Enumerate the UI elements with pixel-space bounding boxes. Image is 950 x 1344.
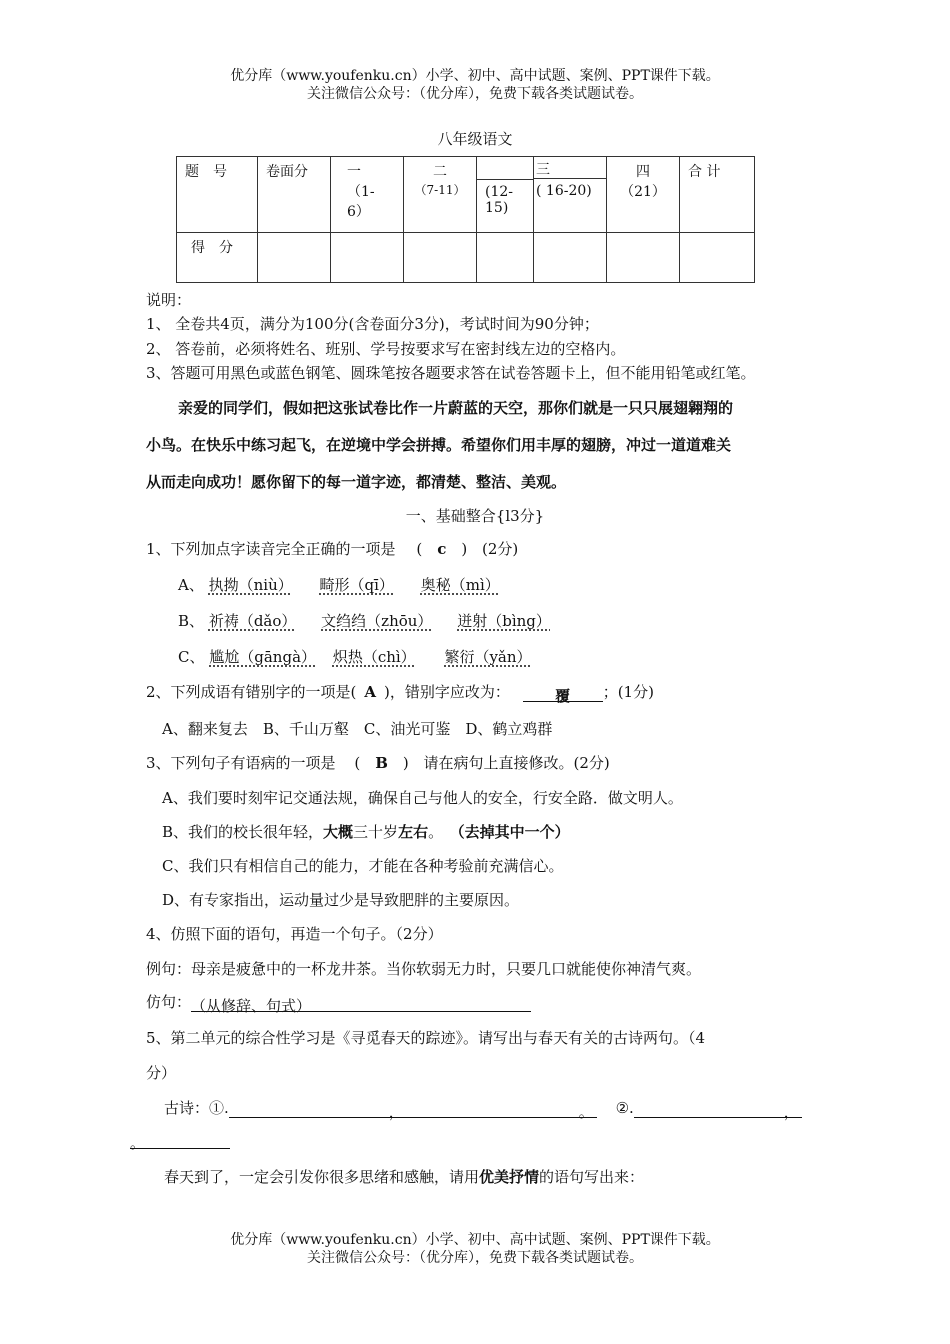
q1-option-b: B、 祈祷（dǎo） 文绉绉（zhōu） 迸射（bìng）: [178, 612, 551, 630]
score-cell[interactable]: [404, 233, 477, 283]
q5-poem-line: 古诗：①. ， 。 ②. ，: [164, 1097, 802, 1118]
page-title: 八年级语文: [437, 130, 513, 148]
score-cell[interactable]: [331, 233, 404, 283]
q1-a-word-1: 执拗（niù）: [208, 576, 293, 594]
question-1: 1、下列加点字读音完全正确的一项是 ( c ) (2分): [146, 540, 519, 558]
header-line-2: 关注微信公众号：（优分库），免费下载各类试题试卷。: [307, 86, 643, 102]
score-cell[interactable]: [477, 233, 534, 283]
q1-c-word-2: 炽热（chì）: [332, 648, 416, 666]
score-cell[interactable]: [534, 233, 607, 283]
note-item: 1、 全卷共4页，满分为100分(含卷面分3分)，考试时间为90分钟；: [146, 315, 599, 333]
intro-line-1: 亲爱的同学们，假如把这张试卷比作一片蔚蓝的天空，那你们就是一只只展翅翱翔的: [178, 399, 734, 417]
score-table-header-1: [331, 157, 404, 233]
q3-correction-note: （去掉其中一个）: [457, 823, 570, 841]
note-item: 2、 答卷前，必须将姓名、班别、学号按要求写在密封线左边的空格内。: [146, 340, 626, 358]
score-table-header-3b: [534, 157, 607, 233]
footer-line-1: 优分库（www.youfenku.cn）小学、初中、高中试题、案例、PPT课件下载。: [230, 1232, 720, 1248]
q3-answer: B: [375, 754, 388, 772]
score-table-header-tihao: 题 号: [177, 157, 258, 233]
col-4-label: 四: [636, 164, 650, 180]
col-3a-range: (12-15): [485, 184, 514, 216]
q2-answer: A: [364, 683, 377, 701]
q4-imitate: 仿句：（从修辞、句式）: [146, 991, 531, 1012]
q1-b-word-2: 文绉绉（zhōu）: [321, 612, 433, 630]
score-cell[interactable]: [258, 233, 331, 283]
col-1-label: 一: [347, 164, 361, 180]
notes-heading: 说明：: [146, 291, 192, 309]
score-table-row-label: 得 分: [177, 233, 258, 283]
question-2: 2、下列成语有错别字的一项是( A )，错别字应改为： 覆 ；(1分): [146, 683, 654, 705]
header-line-1: 优分库（www.youfenku.cn）小学、初中、高中试题、案例、PPT课件下载。: [230, 68, 720, 84]
q3-option-b: B、我们的校长很年轻，大概三十岁左右。 （去掉其中一个）: [162, 823, 570, 841]
section-heading: 一、基础整合{l3分}: [405, 507, 545, 525]
q5-answer-2b-line[interactable]: 。: [130, 1131, 230, 1149]
question-5: 5、第二单元的综合性学习是《寻觅春天的踪迹》。请写出与春天有关的古诗两句。（4: [146, 1029, 706, 1047]
score-table-header-3a: [477, 157, 534, 233]
q1-a-word-3: 奥秘（mì）: [420, 576, 500, 594]
score-table-header-2: [404, 157, 477, 233]
q3-option-a: A、我们要时刻牢记交通法规，确保自己与他人的安全，行安全路．做文明人。: [162, 789, 683, 807]
q2-fill[interactable]: 覆: [523, 685, 603, 702]
col-3b-range: ( 16-20): [536, 183, 592, 199]
q5-answer-1b[interactable]: [409, 1101, 579, 1118]
footer-line-2: 关注微信公众号：（优分库），免费下载各类试题试卷。: [307, 1250, 643, 1266]
q1-c-word-1: 尴尬（gāngà）: [209, 648, 317, 666]
q1-stem: 1、下列加点字读音完全正确的一项是: [146, 540, 396, 558]
note-item: 3、答题可用黑色或蓝色钢笔、圆珠笔按各题要求答在试卷答题卡上，但不能用铅笔或红笔。: [146, 364, 756, 382]
question-3: 3、下列句子有语病的一项是 ( B ) 请在病句上直接修改。(2分): [146, 754, 610, 772]
q1-c-word-3: 繁衍（yǎn）: [444, 648, 532, 666]
col-2-label: 二: [433, 164, 447, 180]
q3-option-d: D、有专家指出，运动量过少是导致肥胖的主要原因。: [162, 891, 520, 909]
q1-a-word-2: 畸形（qī）: [319, 576, 394, 594]
intro-line-3: 从而走向成功！愿你留下的每一道字迹，都清楚、整洁、美观。: [146, 473, 567, 491]
q2-options: A、翻来复去 B、千山万壑 C、油光可鉴 D、鹤立鸡群: [162, 720, 553, 738]
question-5-cont: 分）: [146, 1064, 177, 1082]
col-4-range: （21）: [620, 184, 666, 200]
q5-answer-2a[interactable]: [634, 1101, 784, 1118]
q5-answer-1a[interactable]: [229, 1101, 389, 1118]
question-4: 4、仿照下面的语句，再造一个句子。（2分）: [146, 925, 443, 943]
col-3-label: 三: [534, 157, 606, 179]
q1-option-a: A、 执拗（niù） 畸形（qī） 奥秘（mì）: [178, 576, 500, 594]
score-table-header-4: [607, 157, 680, 233]
q4-example: 例句：母亲是疲惫中的一杯龙井茶。当你软弱无力时，只要几口就能使你神清气爽。: [146, 960, 702, 978]
q1-score: (2分): [481, 540, 519, 558]
q1-answer: c: [437, 540, 447, 558]
q1-b-word-3: 迸射（bìng）: [457, 612, 551, 630]
score-table-header-juanmian: 卷面分: [258, 157, 331, 233]
q3-option-c: C、我们只有相信自己的能力，才能在各种考验前充满信心。: [162, 857, 564, 875]
score-cell[interactable]: [680, 233, 755, 283]
col-1-range: （1-6）: [347, 184, 375, 220]
intro-line-2: 小鸟。在快乐中练习起飞，在逆境中学会拼搏。希望你们用丰厚的翅膀，冲过一道道难关: [146, 436, 732, 454]
score-table: [176, 156, 755, 283]
score-table-header-total: 合 计: [680, 157, 755, 233]
q1-option-c: C、 尴尬（gāngà） 炽热（chì） 繁衍（yǎn）: [178, 648, 532, 666]
spring-prompt: 春天到了，一定会引发你很多思绪和感触，请用优美抒情的语句写出来：: [164, 1168, 645, 1186]
score-cell[interactable]: [607, 233, 680, 283]
q1-b-word-1: 祈祷（dǎo）: [208, 612, 297, 630]
col-2-range: （7-11）: [414, 183, 466, 197]
q4-answer-line[interactable]: （从修辞、句式）: [191, 995, 531, 1012]
